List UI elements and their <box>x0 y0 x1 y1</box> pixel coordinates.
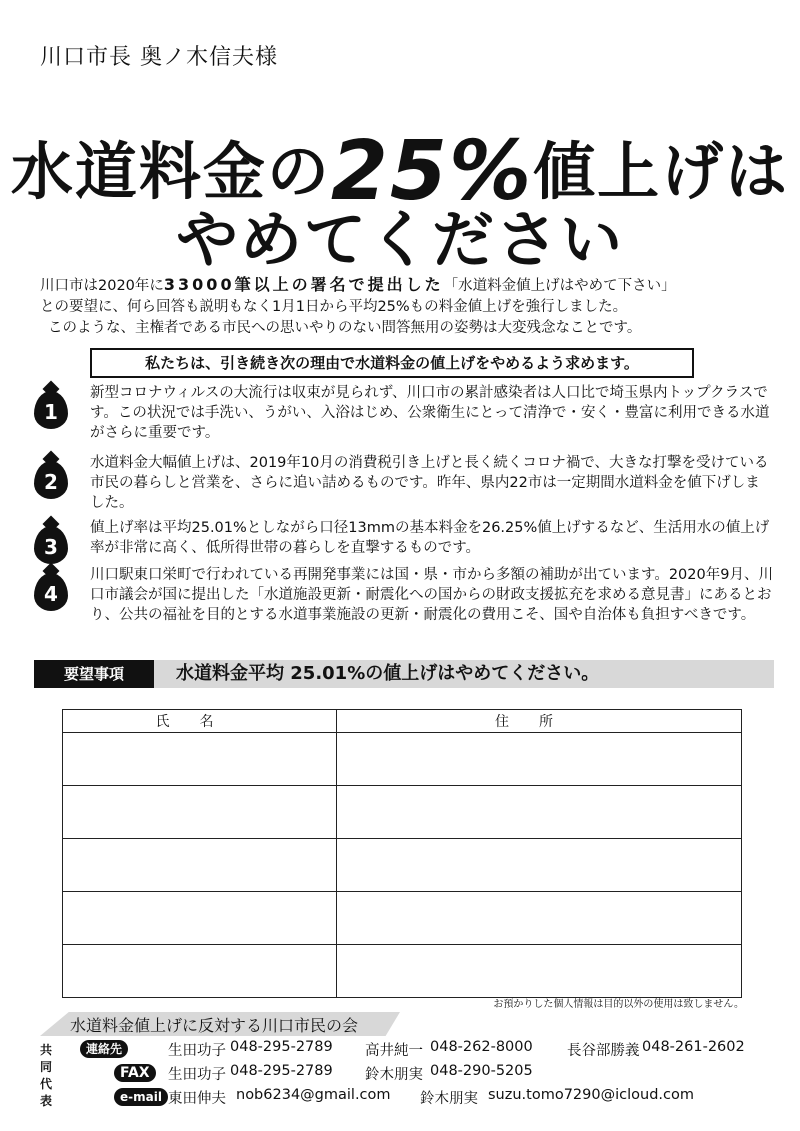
name-cell[interactable] <box>63 892 337 945</box>
name-cell[interactable] <box>63 839 337 892</box>
headline-line1-after: 値上げは <box>533 135 790 208</box>
phone-name-3: 長谷部勝義 <box>567 1043 640 1059</box>
address-cell[interactable] <box>337 839 742 892</box>
headline-percentage: 25% <box>330 124 534 219</box>
table-row <box>63 839 742 892</box>
address-cell[interactable] <box>337 892 742 945</box>
privacy-note: お預かりした個人情報は目的以外の使用は致しません。 <box>493 999 744 1010</box>
phone-name-2: 高井純一 <box>365 1043 423 1059</box>
signature-table <box>62 709 742 998</box>
phone-name-1: 生田功子 <box>168 1043 226 1059</box>
reason-1 <box>34 383 774 443</box>
phone-number-1: 048-295-2789 <box>230 1039 333 1055</box>
headline-line1-before: 水道料金の <box>10 135 331 208</box>
name-cell[interactable] <box>63 733 337 786</box>
fax-name-2: 鈴木朋実 <box>365 1067 423 1083</box>
reason-number-badge: 4 <box>34 573 68 611</box>
reason-number-badge: 3 <box>34 526 68 564</box>
reason-3 <box>34 518 774 558</box>
demand-bar <box>34 660 774 688</box>
intro-part1: 川口市は2020年に <box>40 278 164 294</box>
addressee: 川口市長 奥ノ木信夫様 <box>40 45 278 70</box>
fax-number-2: 048-290-5205 <box>430 1063 533 1079</box>
reason-number-badge: 2 <box>34 461 68 499</box>
address-cell[interactable] <box>337 786 742 839</box>
table-row <box>63 786 742 839</box>
intro-line2: との要望に、何ら回答も説明もなく1月1日から平均25%もの料金値上げを強行しました。 <box>40 299 628 315</box>
address-column-header: 住所 <box>337 710 742 733</box>
reason-text: 新型コロナウィルスの大流行は収束が見られず、川口市の累計感染者は人口比で埼玉県内トップクラスです。この状況では手洗い、うがい、入浴はじめ、公衆衛生にとって清浄で・安く・豊富に利用できる水道がさらに重要です。 <box>90 385 770 441</box>
demand-text: 水道料金平均 25.01%の値上げはやめてください。 <box>176 663 600 684</box>
table-row <box>63 945 742 998</box>
email-address-1[interactable]: nob6234@gmail.com <box>236 1087 391 1103</box>
email-name-1: 東田伸夫 <box>168 1091 226 1107</box>
phone-number-2: 048-262-8000 <box>430 1039 533 1055</box>
headline-line2: やめてください <box>175 203 624 276</box>
email-address-2[interactable]: suzu.tomo7290@icloud.com <box>488 1087 694 1103</box>
name-cell[interactable] <box>63 786 337 839</box>
email-name-2: 鈴木朋実 <box>420 1091 478 1107</box>
address-cell[interactable] <box>337 733 742 786</box>
reason-number-badge: 1 <box>34 391 68 429</box>
reason-2 <box>34 453 774 513</box>
table-row <box>63 892 742 945</box>
reason-text: 値上げ率は平均25.01%としながら口径13mmの基本料金を26.25%値上げするなど、生活用水の値上げ率が非常に高く、低所得世帯の暮らしを直撃するものです。 <box>90 520 770 556</box>
intro-strong: 33000筆以上の署名で提出した <box>163 275 444 294</box>
intro-part2: 「水道料金値上げはやめて下さい」 <box>443 278 676 294</box>
intro-line3: このような、主権者である市民への思いやりのない問答無用の姿勢は大変残念なことです。 <box>48 320 642 336</box>
address-cell[interactable] <box>337 945 742 998</box>
email-label: e-mail <box>114 1088 168 1106</box>
phone-label: 連絡先 <box>80 1040 128 1058</box>
fax-number-1: 048-295-2789 <box>230 1063 333 1079</box>
name-column-header: 氏名 <box>63 710 337 733</box>
reason-text: 川口駅東口栄町で行われている再開発事業には国・県・市から多額の補助が出ています。2020年9月、川口市議会が国に提出した「水道施設更新・耐震化への国からの財政支援拡充を求める意見書」にあるとおり、公共の福祉を目的とする水道事業施設の更新・耐震化の費用こそ、国や自治体も負担すべきです。 <box>90 567 773 623</box>
reason-text: 水道料金大幅値上げは、2019年10月の消費税引き上げと長く続くコロナ禍で、大きな打撃を受けている市民の暮らしと営業を、さらに追い詰めるものです。昨年、県内22市は一定期間水道料金を値下げしました。 <box>90 455 769 511</box>
fax-label: FAX <box>114 1064 156 1082</box>
request-banner: 私たちは、引き続き次の理由で水道料金の値上げをやめるよう求めます。 <box>90 348 694 378</box>
table-row <box>63 733 742 786</box>
demand-label: 要望事項 <box>34 660 154 688</box>
reason-4 <box>34 565 774 625</box>
organization-name: 水道料金値上げに反対する川口市民の会 <box>70 1016 359 1035</box>
phone-number-3: 048-261-2602 <box>642 1039 745 1055</box>
fax-name-1: 生田功子 <box>168 1067 226 1083</box>
intro-paragraph <box>40 274 770 339</box>
name-cell[interactable] <box>63 945 337 998</box>
co-representative-label: 共同代表 <box>40 1043 53 1108</box>
